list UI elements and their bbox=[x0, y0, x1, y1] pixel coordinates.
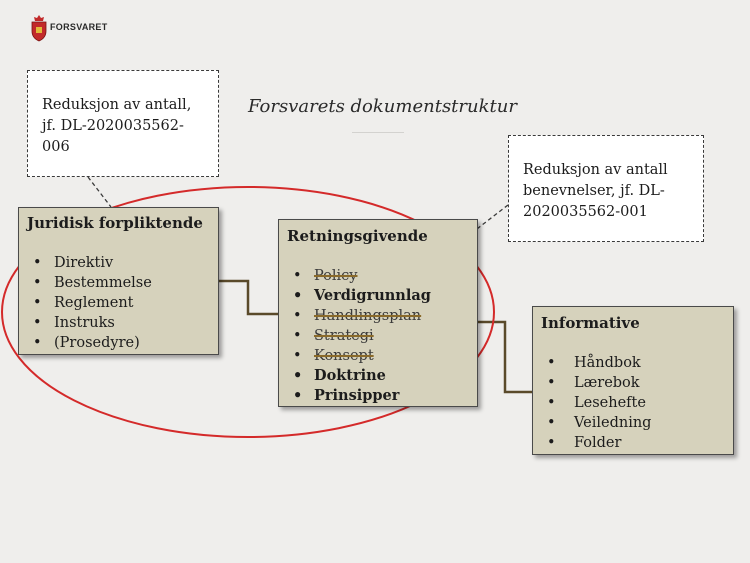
box-juridisk-forpliktende bbox=[18, 207, 219, 355]
crest-icon bbox=[30, 14, 48, 42]
box-juridisk-list bbox=[27, 253, 210, 353]
forsvaret-logo bbox=[30, 14, 120, 54]
list-item: • Veiledning bbox=[541, 413, 725, 433]
diagram-title: Forsvarets dokumentstruktur bbox=[248, 96, 517, 117]
list-item: • Doktrine bbox=[287, 366, 469, 386]
list-item: • Instruks bbox=[27, 313, 210, 333]
list-item-struck: • Handlingsplan bbox=[287, 306, 469, 326]
note-right-line-2: benevnelser, jf. DL- bbox=[523, 183, 665, 199]
list-item: • (Prosedyre) bbox=[27, 333, 210, 353]
list-item-struck: • Policy bbox=[287, 266, 469, 286]
list-item: • Bestemmelse bbox=[27, 273, 210, 293]
note-left-pointer bbox=[88, 177, 111, 207]
list-item: • Direktiv bbox=[27, 253, 210, 273]
box-informative-list bbox=[541, 353, 725, 453]
box-juridisk-title: Juridisk forpliktende bbox=[27, 214, 203, 232]
list-item: • Verdigrunnlag bbox=[287, 286, 469, 306]
note-left-line-3: 006 bbox=[42, 139, 70, 155]
list-item-struck: • Strategi bbox=[287, 326, 469, 346]
box-retning-title: Retningsgivende bbox=[287, 227, 428, 245]
connector-juridisk-retning bbox=[219, 281, 278, 314]
list-item: • Prinsipper bbox=[287, 386, 469, 406]
list-item: • Lærebok bbox=[541, 373, 725, 393]
list-item: • Reglement bbox=[27, 293, 210, 313]
list-item: • Lesehefte bbox=[541, 393, 725, 413]
connector-retning-informative bbox=[478, 322, 532, 392]
list-item: • Håndbok bbox=[541, 353, 725, 373]
box-informative bbox=[532, 306, 734, 455]
note-left-line-1: Reduksjon av antall, bbox=[42, 97, 192, 113]
box-retning-list bbox=[287, 266, 469, 406]
list-item-struck: • Konsept bbox=[287, 346, 469, 366]
note-right-line-3: 2020035562-001 bbox=[523, 204, 648, 220]
list-item: • Folder bbox=[541, 433, 725, 453]
title-underline bbox=[352, 132, 404, 133]
note-reduction-left bbox=[27, 70, 219, 177]
note-left-line-2: jf. DL-2020035562- bbox=[42, 118, 184, 134]
logo-text: FORSVARET bbox=[50, 22, 108, 32]
box-retningsgivende bbox=[278, 219, 478, 407]
note-right-line-1: Reduksjon av antall bbox=[523, 162, 668, 178]
box-informative-title: Informative bbox=[541, 314, 640, 332]
note-reduction-right bbox=[508, 135, 704, 242]
